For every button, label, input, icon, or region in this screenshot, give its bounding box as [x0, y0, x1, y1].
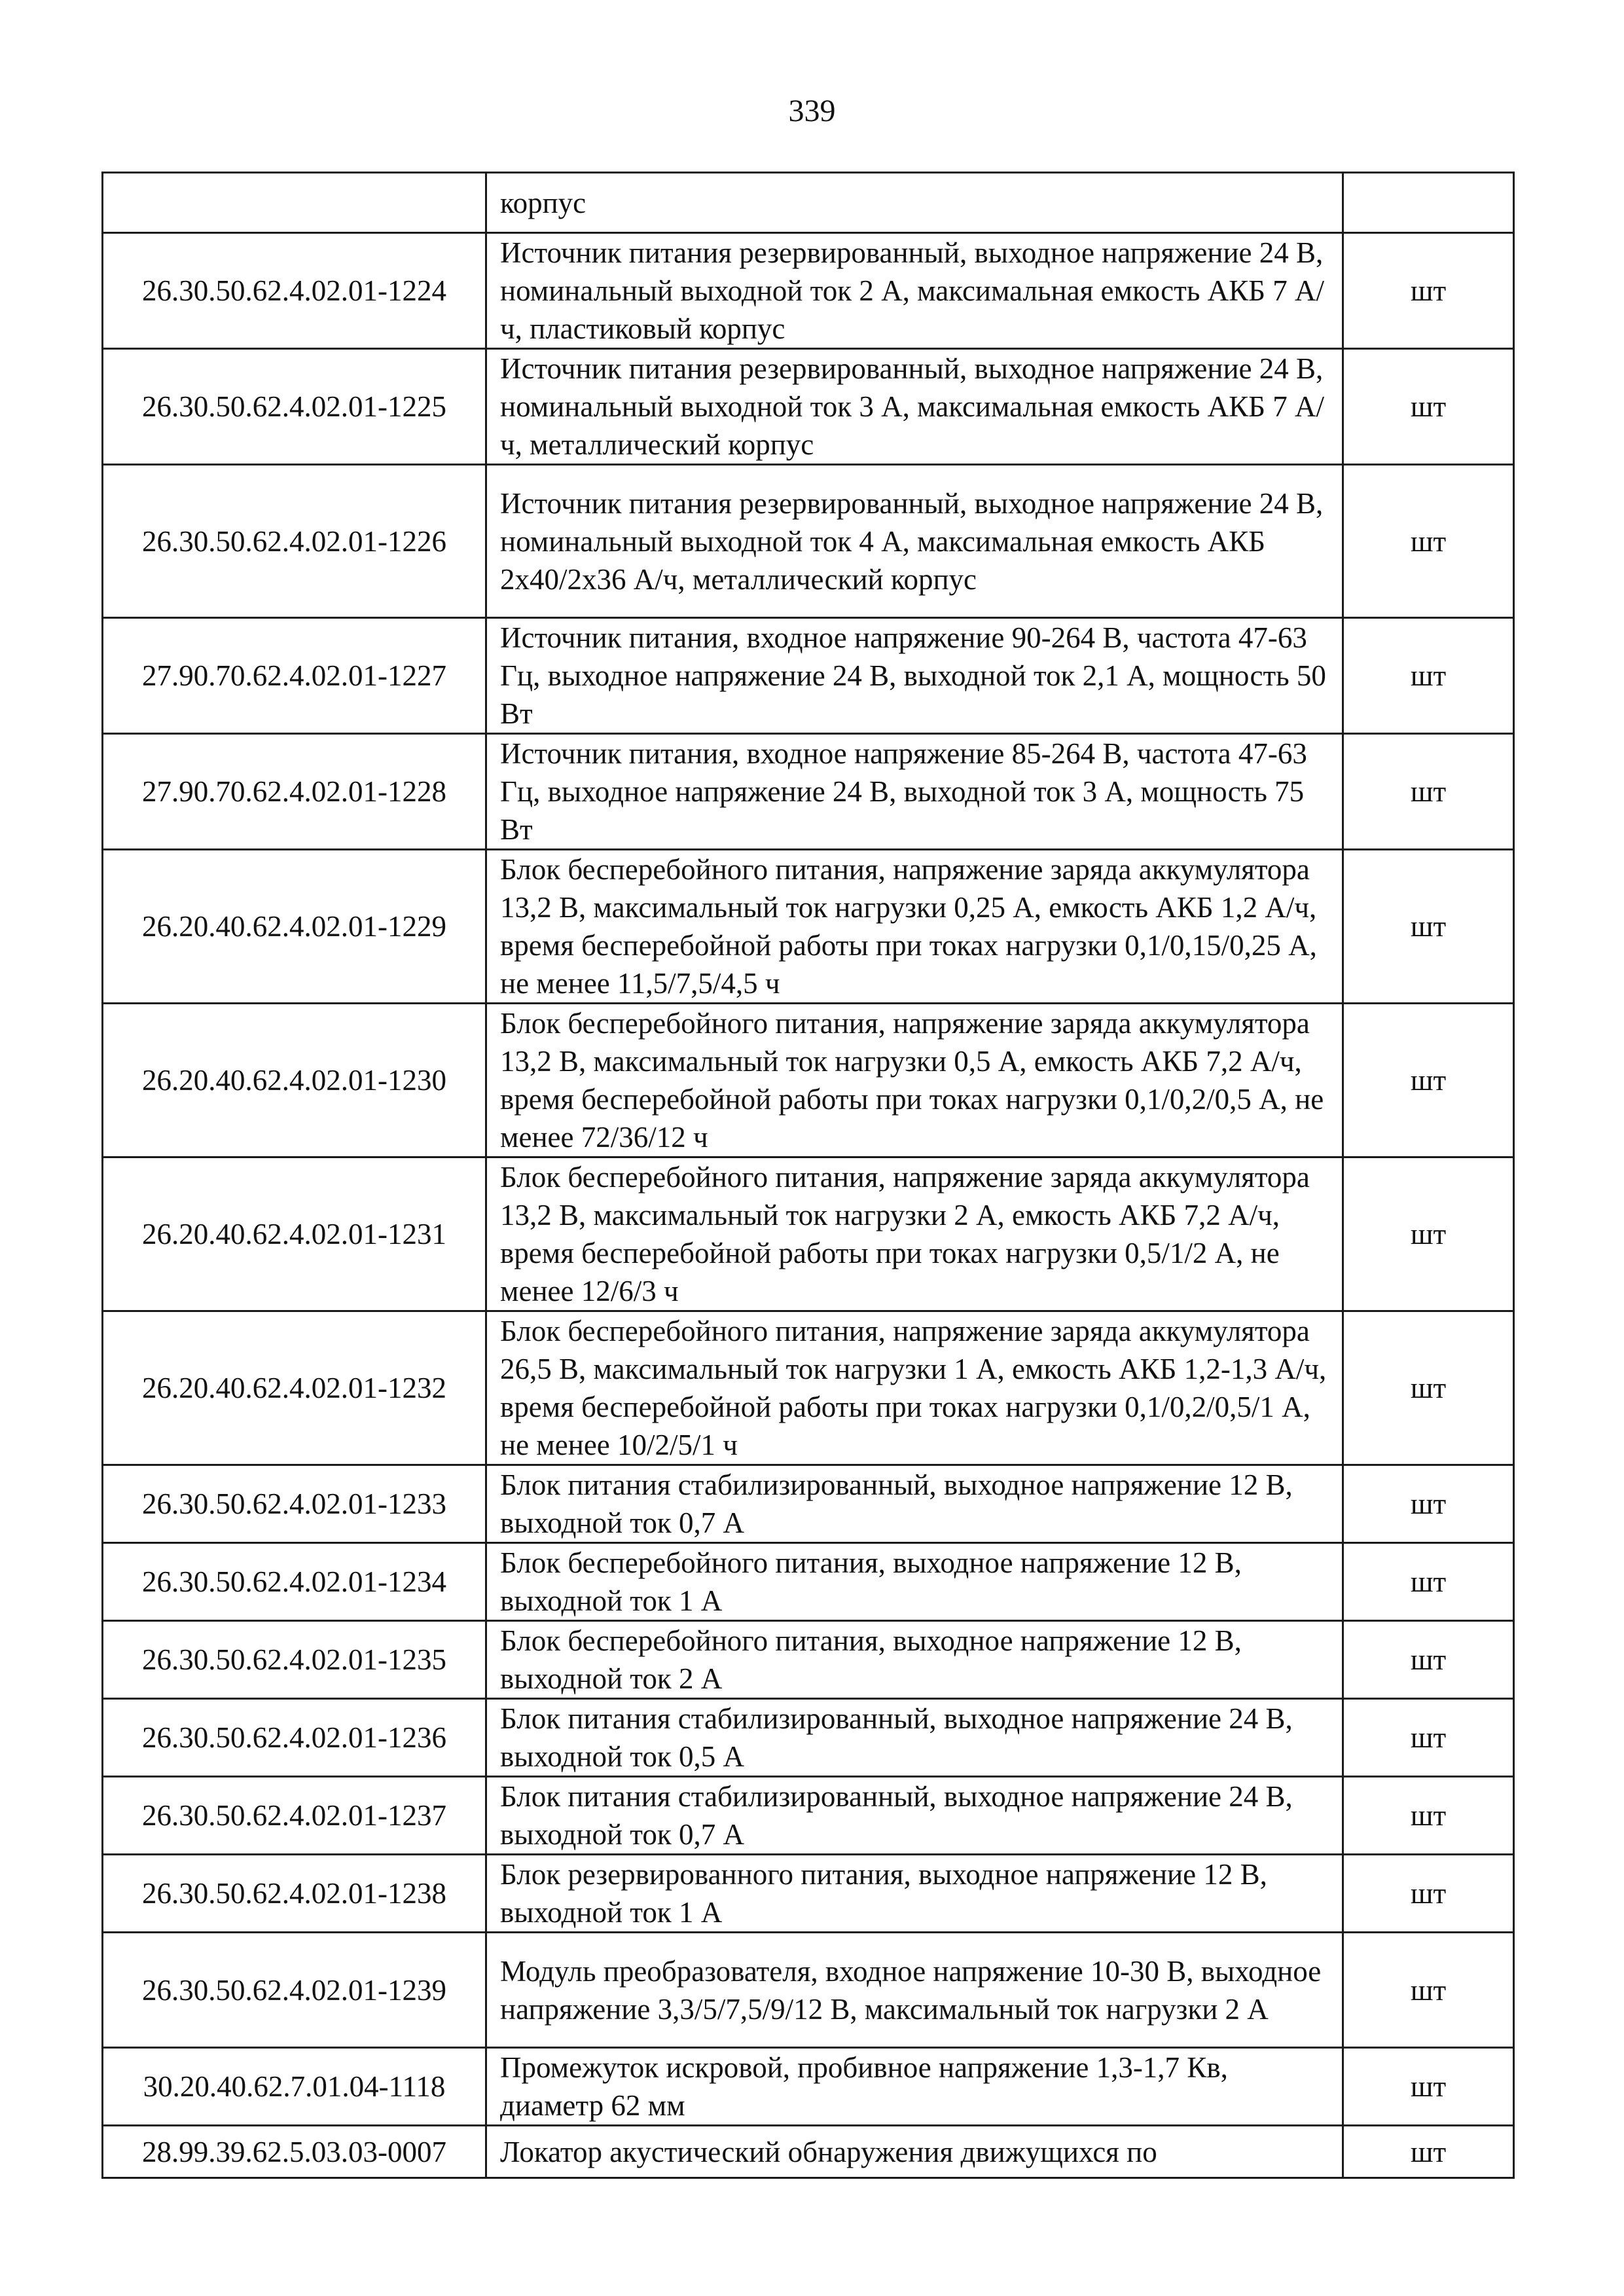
resource-table — [101, 172, 1515, 2179]
unit-cell — [1343, 173, 1514, 233]
table-row — [103, 2126, 1514, 2178]
page-number: 339 — [788, 94, 836, 128]
code-cell: 26.20.40.62.4.02.01-1231 — [103, 1157, 486, 1311]
unit-cell: шт — [1343, 1157, 1514, 1311]
description-cell: Блок питания стабилизированный, выходное напряжение 12 В, выходной ток 0,7 А — [486, 1465, 1343, 1543]
unit-cell: шт — [1343, 1465, 1514, 1543]
unit-cell: шт — [1343, 850, 1514, 1004]
code-cell: 26.30.50.62.4.02.01-1224 — [103, 233, 486, 349]
description-cell: Блок питания стабилизированный, выходное напряжение 24 В, выходной ток 0,5 А — [486, 1699, 1343, 1777]
code-cell: 28.99.39.62.5.03.03-0007 — [103, 2126, 486, 2178]
table-row — [103, 1855, 1514, 1933]
code-cell: 26.30.50.62.4.02.01-1226 — [103, 465, 486, 618]
description-cell: Блок бесперебойного питания, выходное напряжение 12 В, выходной ток 1 А — [486, 1543, 1343, 1621]
unit-cell: шт — [1343, 1777, 1514, 1855]
description-cell: Источник питания, входное напряжение 85-264 В, частота 47-63 Гц, выходное напряжение 24 В, выходной ток 3 А, мощность 75 Вт — [486, 734, 1343, 850]
description-cell: Блок бесперебойного питания, напряжение заряда аккумулятора 26,5 В, максимальный ток нагрузки 1 А, емкость АКБ 1,2-1,3 А/ч, время бесперебойной работы при токах нагрузки 0,1/0,2/0,5/1 А, не менее 10/2/5/1 ч — [486, 1311, 1343, 1465]
table-row — [103, 734, 1514, 850]
unit-cell: шт — [1343, 349, 1514, 465]
table-row — [103, 1157, 1514, 1311]
unit-cell: шт — [1343, 1004, 1514, 1157]
table-row — [103, 173, 1514, 233]
unit-cell: шт — [1343, 233, 1514, 349]
code-cell: 26.30.50.62.4.02.01-1238 — [103, 1855, 486, 1933]
code-cell: 26.30.50.62.4.02.01-1237 — [103, 1777, 486, 1855]
unit-cell: шт — [1343, 1933, 1514, 2048]
code-cell: 27.90.70.62.4.02.01-1228 — [103, 734, 486, 850]
unit-cell: шт — [1343, 2126, 1514, 2178]
unit-cell: шт — [1343, 1621, 1514, 1699]
unit-cell: шт — [1343, 734, 1514, 850]
description-cell: Источник питания резервированный, выходное напряжение 24 В, номинальный выходной ток 3 А, максимальная емкость АКБ 7 А/ч, металлический корпус — [486, 349, 1343, 465]
description-cell: Блок бесперебойного питания, напряжение заряда аккумулятора 13,2 В, максимальный ток нагрузки 0,25 А, емкость АКБ 1,2 А/ч, время бесперебойной работы при токах нагрузки 0,1/0,15/0,25 А, не менее 11,5/7,5/4,5 ч — [486, 850, 1343, 1004]
table-row — [103, 850, 1514, 1004]
code-cell: 30.20.40.62.7.01.04-1118 — [103, 2048, 486, 2126]
table-row — [103, 465, 1514, 618]
table-row — [103, 2048, 1514, 2126]
description-cell: Промежуток искровой, пробивное напряжение 1,3-1,7 Кв, диаметр 62 мм — [486, 2048, 1343, 2126]
code-cell: 26.30.50.62.4.02.01-1239 — [103, 1933, 486, 2048]
code-cell: 26.30.50.62.4.02.01-1234 — [103, 1543, 486, 1621]
code-cell: 26.20.40.62.4.02.01-1229 — [103, 850, 486, 1004]
description-cell: Источник питания резервированный, выходное напряжение 24 В, номинальный выходной ток 4 А, максимальная емкость АКБ 2х40/2х36 А/ч, металлический корпус — [486, 465, 1343, 618]
table-row — [103, 1311, 1514, 1465]
code-cell: 26.30.50.62.4.02.01-1225 — [103, 349, 486, 465]
table-row — [103, 1465, 1514, 1543]
description-cell: корпус — [486, 173, 1343, 233]
table-row — [103, 1543, 1514, 1621]
unit-cell: шт — [1343, 1699, 1514, 1777]
code-cell — [103, 173, 486, 233]
description-cell: Блок резервированного питания, выходное напряжение 12 В, выходной ток 1 А — [486, 1855, 1343, 1933]
description-cell: Модуль преобразователя, входное напряжение 10-30 В, выходное напряжение 3,3/5/7,5/9/12 В, максимальный ток нагрузки 2 А — [486, 1933, 1343, 2048]
table-row — [103, 1699, 1514, 1777]
description-cell: Локатор акустический обнаружения движущихся по — [486, 2126, 1343, 2178]
code-cell: 26.20.40.62.4.02.01-1232 — [103, 1311, 486, 1465]
unit-cell: шт — [1343, 618, 1514, 734]
table-row — [103, 1621, 1514, 1699]
unit-cell: шт — [1343, 2048, 1514, 2126]
code-cell: 26.30.50.62.4.02.01-1233 — [103, 1465, 486, 1543]
table-row — [103, 1933, 1514, 2048]
description-cell: Блок бесперебойного питания, напряжение заряда аккумулятора 13,2 В, максимальный ток нагрузки 0,5 А, емкость АКБ 7,2 А/ч, время бесперебойной работы при токах нагрузки 0,1/0,2/0,5 А, не менее 72/36/12 ч — [486, 1004, 1343, 1157]
unit-cell: шт — [1343, 1855, 1514, 1933]
table-row — [103, 618, 1514, 734]
table-row — [103, 349, 1514, 465]
description-cell: Источник питания, входное напряжение 90-264 В, частота 47-63 Гц, выходное напряжение 24 В, выходной ток 2,1 А, мощность 50 Вт — [486, 618, 1343, 734]
table-row — [103, 1004, 1514, 1157]
unit-cell: шт — [1343, 1311, 1514, 1465]
unit-cell: шт — [1343, 465, 1514, 618]
table-row — [103, 1777, 1514, 1855]
resource-table-body — [103, 173, 1514, 2178]
description-cell: Блок питания стабилизированный, выходное напряжение 24 В, выходной ток 0,7 А — [486, 1777, 1343, 1855]
code-cell: 26.20.40.62.4.02.01-1230 — [103, 1004, 486, 1157]
description-cell: Источник питания резервированный, выходное напряжение 24 В, номинальный выходной ток 2 А, максимальная емкость АКБ 7 А/ч, пластиковый корпус — [486, 233, 1343, 349]
table-row — [103, 233, 1514, 349]
description-cell: Блок бесперебойного питания, напряжение заряда аккумулятора 13,2 В, максимальный ток нагрузки 2 А, емкость АКБ 7,2 А/ч, время бесперебойной работы при токах нагрузки 0,5/1/2 А, не менее 12/6/3 ч — [486, 1157, 1343, 1311]
code-cell: 26.30.50.62.4.02.01-1235 — [103, 1621, 486, 1699]
description-cell: Блок бесперебойного питания, выходное напряжение 12 В, выходной ток 2 А — [486, 1621, 1343, 1699]
unit-cell: шт — [1343, 1543, 1514, 1621]
code-cell: 27.90.70.62.4.02.01-1227 — [103, 618, 486, 734]
code-cell: 26.30.50.62.4.02.01-1236 — [103, 1699, 486, 1777]
